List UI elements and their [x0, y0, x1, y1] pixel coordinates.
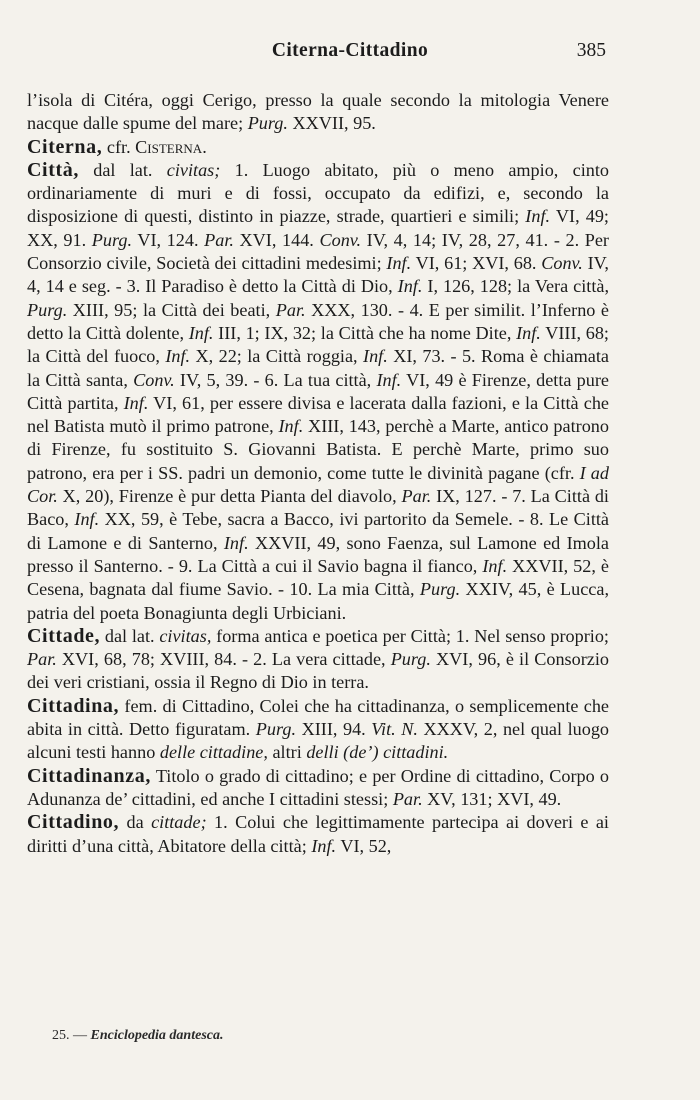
headword: Cittadina,	[27, 694, 120, 717]
text-run: XX, 59, è Tebe, sacra a Bacco, ivi partorito da Semele. - 8. Le Città di Lamone e di Santerno,	[27, 509, 609, 553]
entry-cittadinanza	[27, 765, 609, 812]
citation: Par.	[275, 299, 306, 320]
entry-citta	[27, 159, 609, 625]
citation: delle cittadine,	[159, 742, 268, 763]
citation: Inf.	[397, 276, 423, 297]
running-head	[0, 40, 700, 68]
page-number: 385	[576, 40, 606, 61]
running-head-title: Citerna-Cittadino	[271, 40, 429, 61]
citation: civitas;	[166, 159, 221, 180]
citation: delli (de’) cittadini.	[306, 742, 449, 763]
headword: Citerna,	[27, 135, 103, 158]
citation: Inf.	[188, 322, 214, 343]
text-run: XVI, 96, è il Consorzio dei veri cristiani, ossia il Regno di Dio in terra.	[27, 649, 609, 693]
citation: cittade;	[151, 812, 207, 833]
text-body	[27, 89, 609, 858]
text-run: III, 1; IX, 32; la Città che ha nome Dite,	[213, 322, 517, 343]
citation: Inf.	[74, 509, 100, 530]
headword: Cittadino,	[27, 811, 120, 834]
text-run: XIII, 94.	[296, 719, 372, 740]
citation: Inf.	[525, 206, 551, 227]
text-run: 1. Luogo abitato, più o meno ampio, cinto ordinariamente di muri e di fossi, occupato da edifizi, e, secondo la disposizione di questi, distinto in piazze, strade, quartieri e simili;	[27, 159, 610, 227]
entry-continuation: l’isola di Citéra, oggi Cerigo, presso la quale secondo la mitologia Venere nacque dalle spume del mare; Purg. XXVII, 95.	[27, 90, 609, 134]
text-run: XI, 73. - 5. Roma è chiamata la Città santa,	[27, 346, 610, 390]
citation: I ad Cor.	[27, 462, 609, 507]
book-title: Enciclopedia dantesca.	[90, 1028, 224, 1043]
text-run: XIII, 143, perchè a Marte, antico patrono di Firenze, fu sostituito S. Giovanni Batista. E perchè Marte, primo suo patrono, era per i SS. padri un demonio, come tutte le divinità pagane (cfr.	[27, 416, 609, 483]
text-run: VI, 52,	[336, 835, 392, 856]
citation: Par.	[392, 788, 423, 809]
headword: Cittade,	[27, 624, 101, 647]
citation: Inf.	[376, 369, 402, 390]
citation: civitas,	[159, 625, 212, 646]
text-run: altri	[267, 742, 307, 763]
text-run: XXVII, 52, è Cesena, bagnata dal fiume Savio. - 10. La mia Città,	[27, 555, 609, 600]
text-run: XVI, 68, 78; XVIII, 84. - 2. La vera cittade,	[56, 649, 391, 670]
citation: Inf.	[223, 532, 249, 553]
text-run: VI, 124.	[132, 229, 205, 250]
citation: Par.	[401, 486, 432, 507]
text-run: XXX, 130. - 4. E per similit. l’Inferno è detto la Città dolente,	[27, 299, 609, 343]
citation: Par.	[27, 649, 57, 670]
text-run: fem. di Cittadino, Colei che ha cittadinanza, o semplicemente che abita in città. Detto figuratam.	[27, 695, 609, 740]
citation: Inf.	[516, 322, 541, 343]
text-run: dal lat.	[100, 625, 160, 646]
text-run: VI, 61; XVI, 68.	[411, 253, 542, 274]
footer-signature: 25. — Enciclopedia dantesca.	[52, 1028, 224, 1043]
citation: Inf.	[311, 835, 337, 856]
headword: Città,	[27, 158, 79, 181]
text-run: VIII, 68; la Città del fuoco,	[27, 322, 609, 367]
text-run: 1. Colui che legittimamente partecipa ai doveri e ai diritti d’una città, Abitatore della città;	[27, 812, 609, 856]
citation: Vit. N.	[371, 719, 418, 740]
text-run: X, 20), Firenze è pur detta Pianta del diavolo,	[57, 486, 402, 507]
entry-citerna: Citerna, cfr. Cisterna.	[27, 135, 207, 158]
text-run: IV, 4, 14 e seg. - 3. Il Paradiso è detto la Città di Dio,	[27, 253, 609, 297]
headword: Cittadinanza,	[27, 764, 151, 787]
entry-cittadina	[27, 695, 609, 765]
text-run: XIII, 95; la Città dei beati,	[67, 299, 276, 320]
text-run: IV, 5, 39. - 6. La tua città,	[174, 369, 377, 390]
entry-text	[27, 160, 609, 623]
text-run: IV, 4, 14; IV, 28, 27, 41. - 2. Per Consorzio civile, Società dei cittadini medesimi;	[27, 229, 609, 274]
citation: Conv.	[319, 229, 362, 250]
citation: Purg.	[255, 719, 297, 740]
text-run: XV, 131; XVI, 49.	[422, 788, 562, 809]
text-run: I, 126, 128; la Vera città,	[422, 276, 609, 297]
entry-text	[27, 626, 609, 693]
text-run: VI, 61, per essere divisa e lacerata dalla fazioni, e la Città che nel Batista mutò il primo patrone,	[27, 392, 609, 437]
entry-cittade	[27, 625, 609, 695]
text-run: forma antica e poetica per Città; 1. Nel senso proprio;	[211, 625, 609, 646]
cross-reference: Cisterna	[135, 136, 203, 157]
citation: Purg.	[419, 579, 461, 600]
text-run: XXVII, 49, sono Faenza, sul Lamone ed Imola presso il Santerno. - 9. La Città a cui il Savio bagna il fianco,	[27, 532, 609, 576]
text-run: VI, 49; XX, 91.	[27, 206, 609, 250]
text-run: IX, 127. - 7. La Città di Baco,	[27, 486, 609, 530]
citation: Purg.	[390, 649, 431, 670]
citation: Purg.	[91, 229, 133, 250]
text-run: XVI, 144.	[233, 229, 320, 250]
text-run: dal lat.	[78, 159, 167, 180]
entry-cittadino	[27, 811, 609, 858]
citation: Inf.	[386, 253, 412, 274]
text-run: da	[119, 812, 152, 833]
citation: Conv.	[133, 369, 175, 390]
citation: Par.	[204, 229, 234, 250]
citation: Inf.	[165, 346, 191, 367]
text-run: Titolo o grado di cittadino; e per Ordine di cittadino, Corpo o Adunanza de’ cittadini, ed anche I cittadini stessi;	[27, 765, 609, 809]
text-run: X, 22; la Città roggia,	[190, 346, 364, 367]
text-run: XXXV, 2, nel qual luogo alcuni testi hanno	[27, 719, 610, 763]
citation: Conv.	[541, 253, 583, 274]
text-run: VI, 49 è Firenze, detta pure Città partita,	[27, 369, 609, 413]
citation: Inf.	[363, 346, 388, 367]
citation: Inf.	[278, 416, 304, 437]
citation: Inf.	[482, 555, 508, 576]
text-run: XXIV, 45, è Lucca, patria del poeta Bonagiunta degli Urbiciani.	[27, 579, 609, 623]
citation: Purg.	[27, 299, 68, 320]
citation: Inf.	[123, 392, 149, 413]
